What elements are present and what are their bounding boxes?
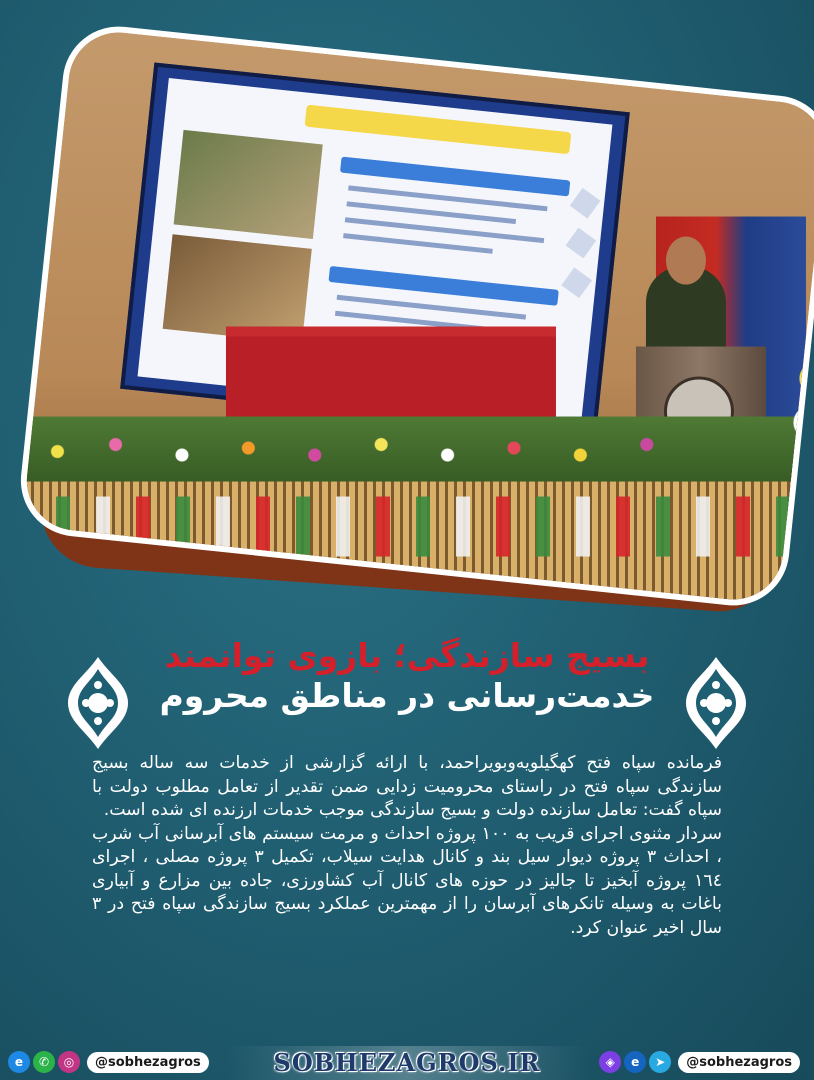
article-body — [92, 752, 722, 940]
headline-line-2: خدمت‌رسانی در مناطق محروم — [159, 676, 655, 715]
eitaa-icon[interactable]: e — [8, 1051, 30, 1073]
rubika-icon[interactable]: ◈ — [599, 1051, 621, 1073]
slide-photo-1 — [174, 130, 323, 239]
article-paragraph-2: سردار مثنوی اجرای قریب به ۱۰۰ پروژه احداث و مرمت سیستم های آبرسانی آب شرب ، احداث ۳ پروژه دیوار سیل بند و کانال هدایت سیلاب، تکمیل ۳ پروژه مصلی ، اجرای ١٦٤ پروژه آبخیز تا جالیز در حوزه های کانال آب کشاورزی، جاده بین مزارع و آبیاری باغات به وسیله تانکرهای آبرسان را از مهمترین عملکرد بسیج سازندگی سپاه فتح در ۳ سال اخیر عنوان کرد. — [92, 823, 722, 938]
instagram-icon[interactable]: ◎ — [58, 1051, 80, 1073]
whatsapp-icon[interactable]: ✆ — [33, 1051, 55, 1073]
social-links-left — [8, 1050, 209, 1074]
photo-scene — [16, 27, 814, 607]
website-address[interactable]: SOBHEZAGROS.IR — [226, 1046, 588, 1080]
slide-hex-decoration — [566, 228, 597, 259]
headline-line-1: بسیج سازندگی؛ بازوی توانمند — [164, 636, 650, 675]
speaker-head — [666, 237, 706, 285]
social-links-right — [599, 1050, 800, 1074]
social-handle-left[interactable]: @sobhezagros — [87, 1052, 209, 1073]
soroush-icon[interactable]: e — [624, 1051, 646, 1073]
news-photo — [15, 21, 814, 611]
article-paragraph-1: فرمانده سپاه فتح کهگیلویه‌وبویراحمد، با ارائه گزارشی از خدمات سه ساله بسیج سازندگی سپاه فتح در راستای محرومیت زدایی ضمن تقدیر از تعامل مطلوب دولت با سپاه گفت: تعامل سازنده دولت و بسیج سازندگی موجب خدمات ارزنده ای شده است. — [92, 753, 722, 820]
slide-hex-decoration — [570, 188, 601, 219]
slide-hex-decoration — [561, 267, 592, 298]
flower-decoration — [16, 417, 814, 487]
headline — [120, 636, 694, 716]
slide-text-line — [343, 233, 493, 254]
social-handle-right[interactable]: @sobhezagros — [678, 1052, 800, 1073]
slide-title-bar — [305, 105, 572, 155]
footer-bar — [0, 1046, 814, 1080]
telegram-icon[interactable]: ➤ — [649, 1051, 671, 1073]
